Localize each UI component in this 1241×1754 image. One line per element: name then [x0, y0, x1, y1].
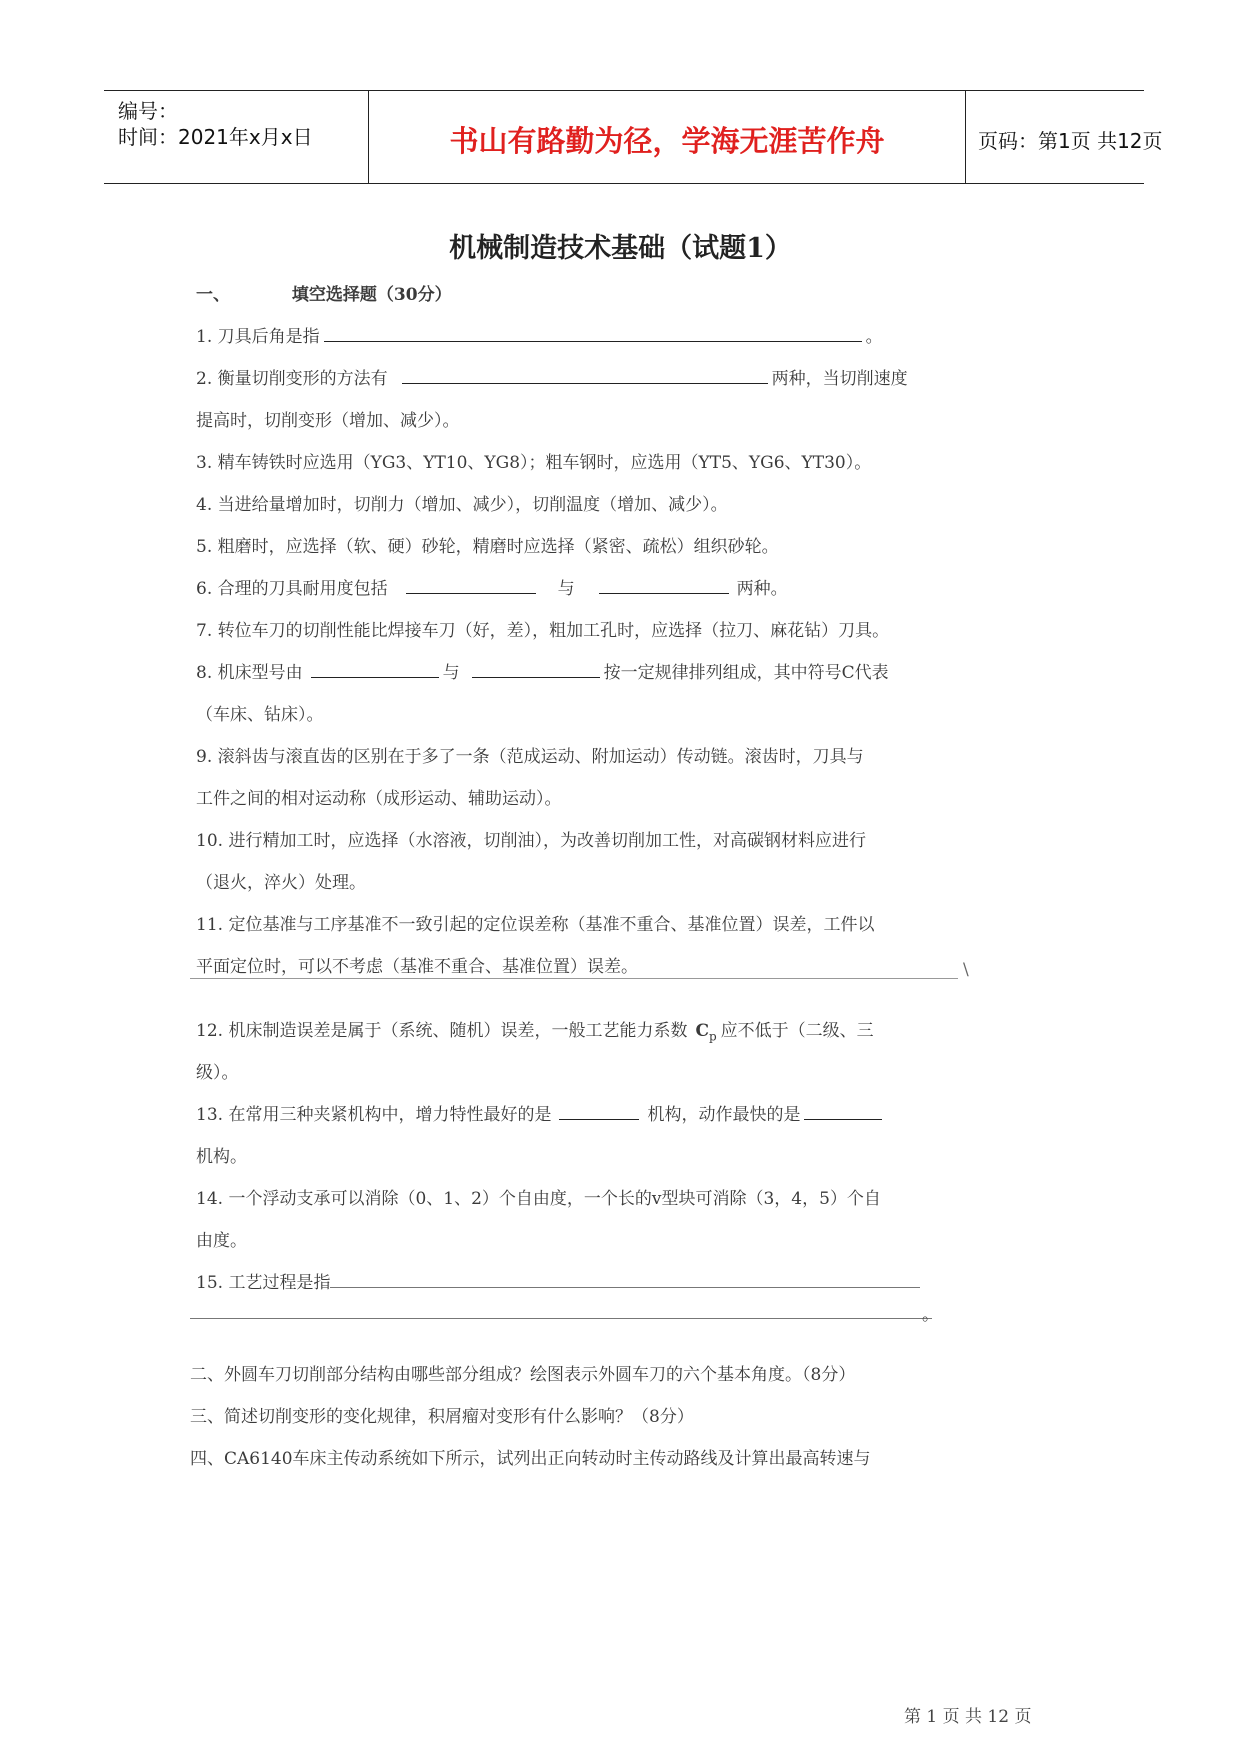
answer-blank — [324, 340, 862, 342]
time-label: 时间：2021年x月x日 — [118, 125, 313, 149]
section3-question: 三、简述切削变形的变化规律，积屑瘤对变形有什么影响？（8分） — [190, 1407, 694, 1427]
cp-symbol: C — [695, 1021, 709, 1041]
question-14-cont: 由度。 — [196, 1231, 247, 1251]
question-8 — [196, 658, 889, 683]
question-6-text-c: 两种。 — [736, 579, 788, 599]
question-8-text-c: 按一定规律排列组成，其中符号C代表 — [603, 663, 889, 683]
question-15 — [196, 1268, 924, 1293]
question-12-text-b: 应不低于（二级、三 — [720, 1021, 874, 1041]
question-1-text: 1. 刀具后角是指 — [196, 327, 320, 347]
answer-blank — [472, 676, 600, 678]
question-12-text: 12. 机床制造误差是属于（系统、随机）误差，一般工艺能力系数 — [196, 1021, 688, 1041]
answer-blank — [330, 1286, 920, 1288]
question-2-text-b: 两种，当切削速度 — [771, 369, 908, 389]
answer-blank — [804, 1118, 882, 1120]
section1-heading — [196, 280, 452, 305]
question-9: 9. 滚斜齿与滚直齿的区别在于多了一条（范成运动、附加运动）传动链。滚齿时，刀具与 — [196, 747, 864, 767]
header-page-cell — [966, 91, 1163, 183]
question-2-cont: 提高时，切削变形（增加、减少）。 — [196, 411, 460, 431]
answer-blank — [559, 1118, 639, 1120]
question-6 — [196, 574, 788, 599]
number-label: 编号： — [118, 99, 178, 123]
section4-question: 四、CA6140车床主传动系统如下所示，试列出正向转动时主传动路线及计算出最高转速与 — [190, 1449, 871, 1469]
question-12-cont: 级）。 — [196, 1063, 239, 1083]
page-header — [104, 90, 1163, 184]
question-14: 14. 一个浮动支承可以消除（0、1、2）个自由度，一个长的v型块可消除（3，4，5）个自 — [196, 1189, 881, 1209]
question-9-cont: 工件之间的相对运动称（成形运动、辅助运动）。 — [196, 789, 562, 809]
question-6-text-b: 与 — [557, 579, 575, 599]
question-13-text: 13. 在常用三种夹紧机构中，增力特性最好的是 — [196, 1105, 552, 1125]
question-3: 3. 精车铸铁时应选用（YG3、YT10、YG8）；粗车钢时，应选用（YT5、YG6、YT30）。 — [196, 453, 872, 473]
page-label: 页码：第1页 共12页 — [978, 129, 1163, 153]
cp-subscript: p — [708, 1029, 717, 1044]
question-2 — [196, 364, 908, 389]
question-12 — [196, 1016, 874, 1043]
question-7: 7. 转位车刀的切削性能比焊接车刀（好，差），粗加工孔时，应选择（拉刀、麻花钻）刀具。 — [196, 621, 890, 641]
question-10: 10. 进行精加工时，应选择（水溶液，切削油），为改善切削加工性，对高碳钢材料应进行 — [196, 831, 866, 851]
question-2-text: 2. 衡量切削变形的方法有 — [196, 369, 388, 389]
answer-blank-line — [190, 1318, 932, 1319]
motto-text: 书山有路勤为径，学海无涯苦作舟 — [449, 124, 885, 158]
question-10-cont: （退火，淬火）处理。 — [196, 873, 366, 893]
question-11-cont: 平面定位时，可以不考虑（基准不重合、基准位置）误差。 — [196, 957, 638, 977]
page-footer: 第 1 页 共 12 页 — [904, 1707, 1032, 1727]
question-15-end: 。 — [922, 1305, 939, 1325]
question-13-text-b: 机构，动作最快的是 — [647, 1105, 801, 1125]
question-8-text: 8. 机床型号由 — [196, 663, 303, 683]
question-13-cont: 机构。 — [196, 1147, 247, 1167]
question-8-cont: （车床、钻床）。 — [196, 705, 324, 725]
section2-question: 二、外圆车刀切削部分结构由哪些部分组成？绘图表示外圆车刀的六个基本角度。（8分） — [190, 1365, 856, 1385]
header-motto-cell — [369, 91, 966, 183]
question-6-text: 6. 合理的刀具耐用度包括 — [196, 579, 388, 599]
question-1 — [196, 322, 883, 347]
exam-title: 机械制造技术基础（试题1） — [449, 233, 792, 264]
answer-blank — [311, 676, 439, 678]
answer-blank — [402, 382, 768, 384]
question-1-end: 。 — [865, 327, 883, 347]
question-11: 11. 定位基准与工序基准不一致引起的定位误差称（基准不重合、基准位置）误差，工件以 — [196, 915, 875, 935]
question-5: 5. 粗磨时，应选择（软、硬）砂轮，精磨时应选择（紧密、疏松）组织砂轮。 — [196, 537, 779, 557]
section1-title: 填空选择题（30分） — [291, 285, 452, 305]
answer-blank — [599, 592, 729, 594]
divider-line — [190, 978, 958, 979]
stray-mark: \ — [963, 960, 969, 980]
header-info-cell — [104, 91, 369, 183]
section1-number: 一、 — [196, 285, 230, 305]
question-13 — [196, 1100, 886, 1125]
question-4: 4. 当进给量增加时，切削力（增加、减少），切削温度（增加、减少）。 — [196, 495, 728, 515]
question-8-text-b: 与 — [442, 663, 460, 683]
answer-blank — [406, 592, 536, 594]
question-15-text: 15. 工艺过程是指 — [196, 1273, 331, 1293]
